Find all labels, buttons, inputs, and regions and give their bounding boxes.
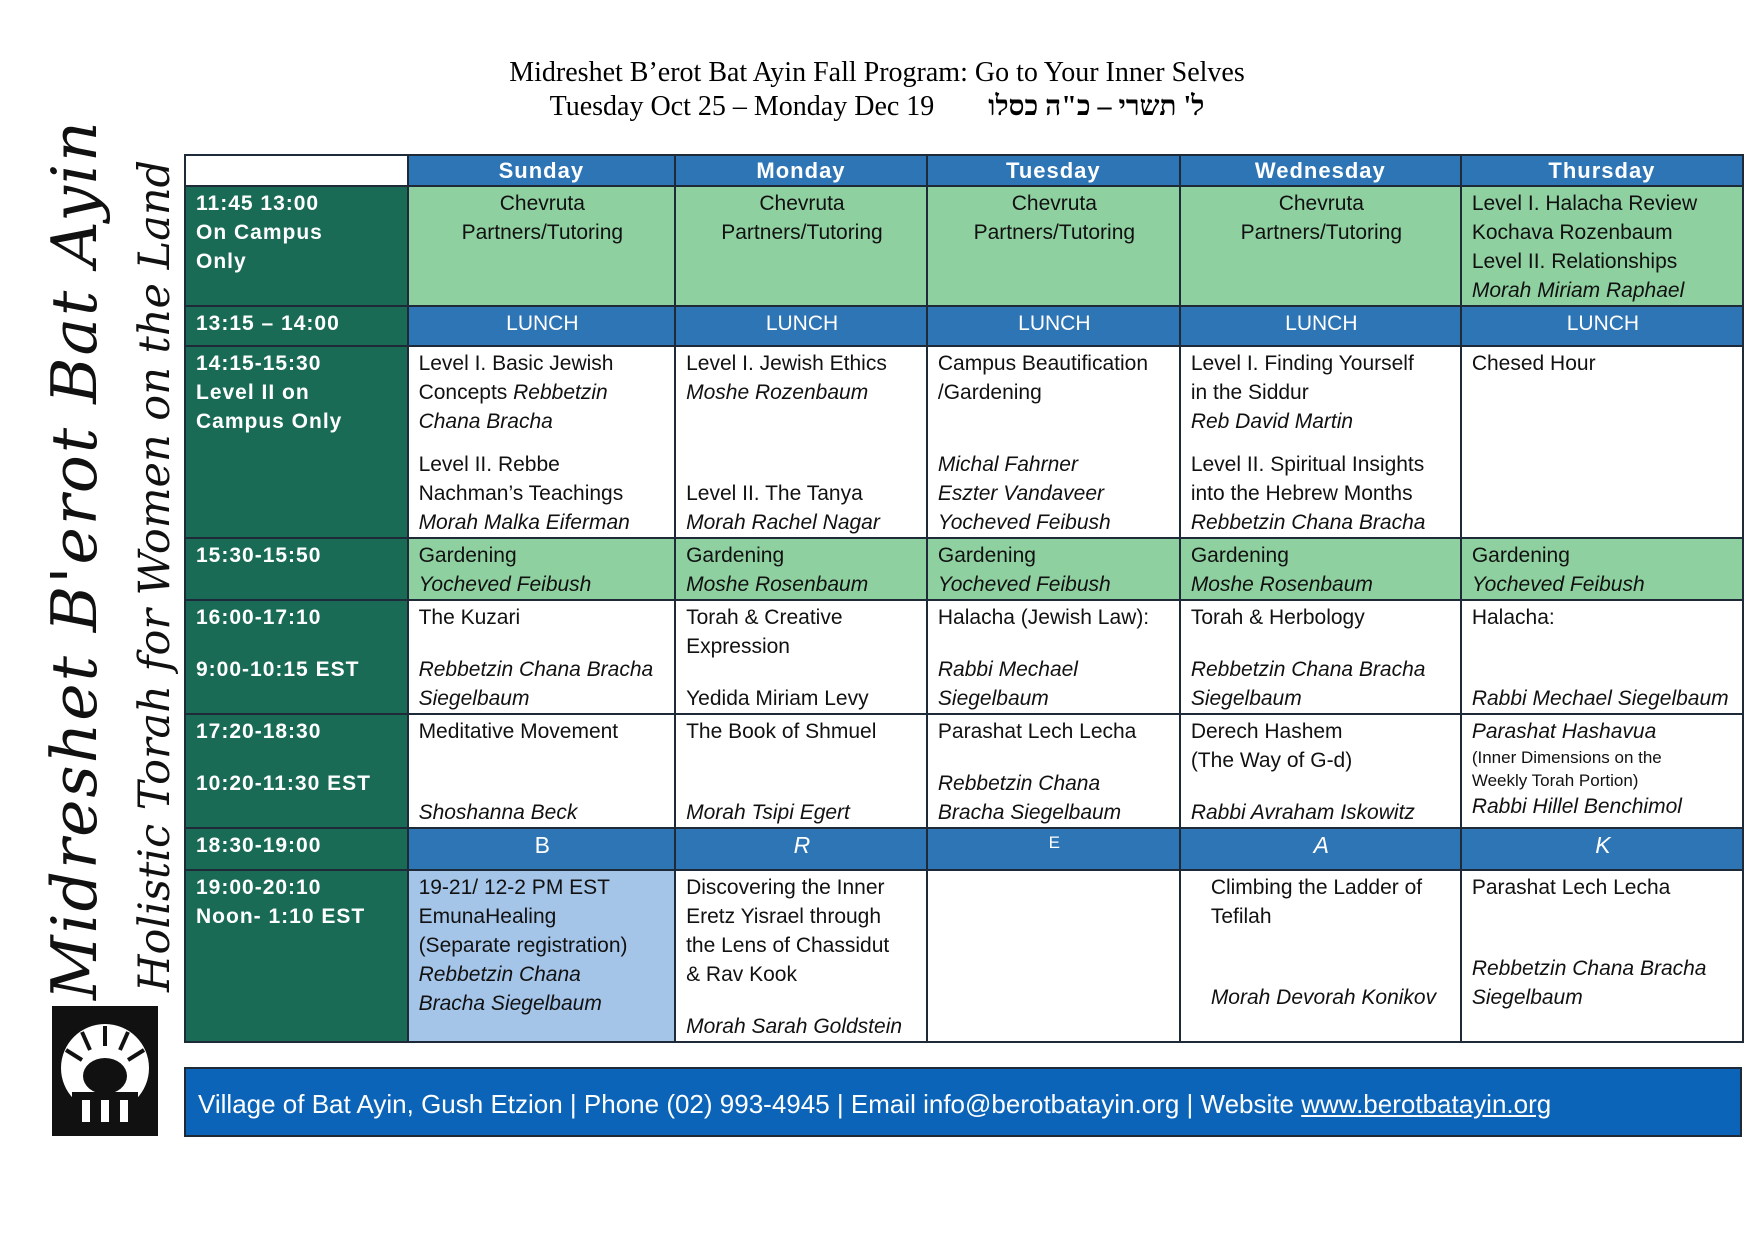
session-cell: Level I. Jewish Ethics Moshe Rozenbaum Level II. The Tanya Morah Rachel Nagar (675, 346, 927, 538)
session-cell: Gardening Yocheved Feibush (1461, 538, 1743, 600)
session-cell: Derech Hashem (The Way of G-d) Rabbi Avraham Iskowitz (1180, 714, 1461, 828)
session-cell: Parashat Hashavua (Inner Dimensions on the Weekly Torah Portion) Rabbi Hillel Benchimol (1461, 714, 1743, 828)
session-cell: Level I. Basic Jewish Concepts Rebbetzin Chana Bracha Level II. Rebbe Nachman’s Teachings Morah Malka Eiferman (408, 346, 676, 538)
contact-text: Village of Bat Ayin, Gush Etzion | Phone (02) 993-4945 | Email info@berotbatayin.org | Website (198, 1089, 1302, 1119)
session-cell: Level I. Halacha Review Kochava Rozenbaum Level II. Relationships Morah Miriam Raphael (1461, 186, 1743, 306)
break-letter-cell: B (408, 828, 676, 870)
lunch-cell: LUNCH (1461, 306, 1743, 346)
lunch-cell: LUNCH (675, 306, 927, 346)
time-cell: 18:30-19:00 (185, 828, 408, 870)
time-cell: 11:45 13:00 On Campus Only (185, 186, 408, 306)
lunch-cell: LUNCH (927, 306, 1180, 346)
break-letter-cell: E (927, 828, 1180, 870)
session-cell: Chevruta Partners/Tutoring (1180, 186, 1461, 306)
table-row (185, 600, 1743, 714)
day-header: Sunday (408, 155, 676, 186)
break-letter-cell: R (675, 828, 927, 870)
time-cell: 15:30-15:50 (185, 538, 408, 600)
session-cell: Discovering the Inner Eretz Yisrael through the Lens of Chassidut & Rav Kook Morah Sarah Goldstein (675, 870, 927, 1042)
lunch-cell: LUNCH (408, 306, 676, 346)
table-row (185, 714, 1743, 828)
session-cell: Gardening Moshe Rosenbaum (675, 538, 927, 600)
session-cell: Gardening Yocheved Feibush (408, 538, 676, 600)
day-header: Thursday (1461, 155, 1743, 186)
day-header-row (185, 155, 1743, 186)
table-row (185, 306, 1743, 346)
session-cell: The Kuzari Rebbetzin Chana Bracha Siegelbaum (408, 600, 676, 714)
table-row (185, 346, 1743, 538)
seal-logo-icon (52, 1006, 158, 1136)
session-cell: Level I. Finding Yourself in the Siddur Reb David Martin Level II. Spiritual Insights into the Hebrew Months Rebbetzin Chana Bracha (1180, 346, 1461, 538)
break-letter-cell: K (1461, 828, 1743, 870)
session-cell: Climbing the Ladder of Tefilah Morah Devorah Konikov (1180, 870, 1461, 1042)
lunch-cell: LUNCH (1180, 306, 1461, 346)
session-cell: Parashat Lech Lecha Rebbetzin Chana Bracha Siegelbaum (1461, 870, 1743, 1042)
session-cell: Gardening Moshe Rosenbaum (1180, 538, 1461, 600)
session-cell: Torah & Creative Expression Yedida Miriam Levy (675, 600, 927, 714)
break-letter-cell: A (1180, 828, 1461, 870)
program-title: Midreshet B’erot Bat Ayin Fall Program: Go to Your Inner Selves (509, 57, 1245, 88)
session-cell: Torah & Herbology Rebbetzin Chana Bracha Siegelbaum (1180, 600, 1461, 714)
time-cell: 19:00-20:10 Noon- 1:10 EST (185, 870, 408, 1042)
time-cell: 17:20-18:30 10:20-11:30 EST (185, 714, 408, 828)
program-dates: Tuesday Oct 25 – Monday Dec 19 ל' תשרי – כ"ה כסלו (549, 91, 1205, 122)
session-cell: Chevruta Partners/Tutoring (675, 186, 927, 306)
session-cell: Chevruta Partners/Tutoring (408, 186, 676, 306)
page-title (0, 56, 1754, 124)
table-row (185, 538, 1743, 600)
session-cell: Halacha: Rabbi Mechael Siegelbaum (1461, 600, 1743, 714)
table-row (185, 828, 1743, 870)
schedule-table (184, 154, 1744, 1043)
corner-cell (185, 155, 408, 186)
session-cell: Campus Beautification /Gardening Michal Fahrner Eszter Vandaveer Yocheved Feibush (927, 346, 1180, 538)
side-name: Midreshet B'erot Bat Ayin (38, 119, 111, 1000)
table-row (185, 186, 1743, 306)
website-link[interactable]: www.berotbatayin.org (1301, 1089, 1552, 1119)
session-cell: Meditative Movement Shoshanna Beck (408, 714, 676, 828)
session-cell: The Book of Shmuel Morah Tsipi Egert (675, 714, 927, 828)
day-header: Tuesday (927, 155, 1180, 186)
session-cell: 19-21/ 12-2 PM EST EmunaHealing (Separate registration) Rebbetzin Chana Bracha Siegelbaum (408, 870, 676, 1042)
side-branding (18, 119, 180, 1150)
session-cell: Chevruta Partners/Tutoring (927, 186, 1180, 306)
session-cell: Gardening Yocheved Feibush (927, 538, 1180, 600)
session-cell-empty (927, 870, 1180, 1042)
session-cell: Parashat Lech Lecha Rebbetzin Chana Bracha Siegelbaum (927, 714, 1180, 828)
contact-footer (184, 1067, 1742, 1137)
table-row (185, 870, 1743, 1042)
time-cell: 16:00-17:10 9:00-10:15 EST (185, 600, 408, 714)
time-cell: 14:15-15:30 Level II on Campus Only (185, 346, 408, 538)
day-header: Wednesday (1180, 155, 1461, 186)
side-tagline: Holistic Torah for Women on the Land (130, 159, 180, 992)
session-cell: Chesed Hour (1461, 346, 1743, 538)
day-header: Monday (675, 155, 927, 186)
session-cell: Halacha (Jewish Law): Rabbi Mechael Siegelbaum (927, 600, 1180, 714)
time-cell: 13:15 – 14:00 (185, 306, 408, 346)
